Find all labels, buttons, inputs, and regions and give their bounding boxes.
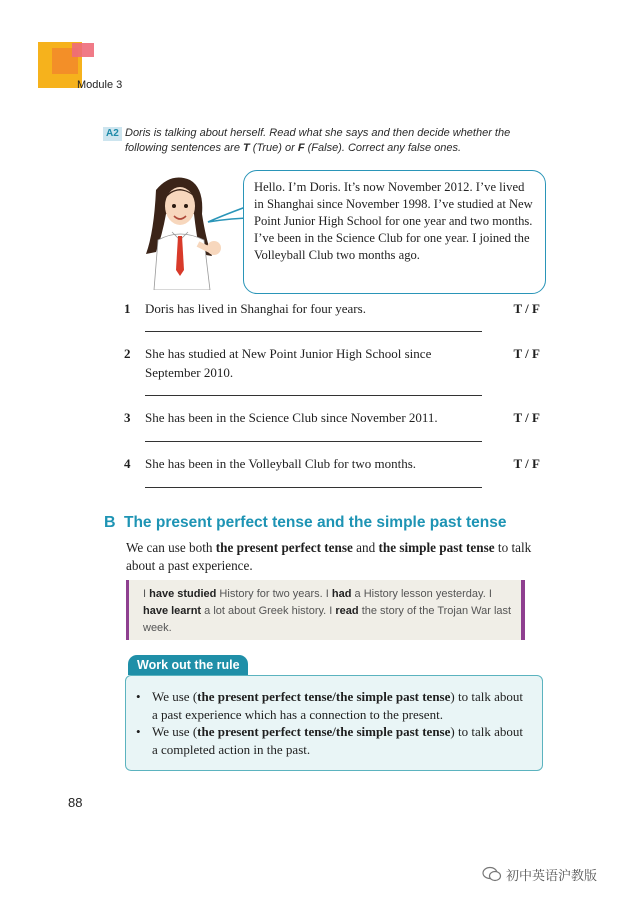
bullet-icon: • — [136, 689, 141, 704]
statement-number: 4 — [124, 456, 131, 471]
statement-number: 3 — [124, 410, 131, 425]
answer-line[interactable] — [145, 441, 482, 442]
true-false-choice[interactable]: T / F — [513, 301, 540, 316]
rule-tag: Work out the rule — [128, 655, 248, 675]
bullet-icon: • — [136, 724, 141, 739]
rule-item-1: • We use (the present perfect tense/the simple past tense) to talk about a past experience which has a connection to the present. — [136, 689, 523, 722]
module-label: Module 3 — [77, 79, 123, 91]
exercise-tag: A2 — [103, 127, 122, 141]
module-badge-square-3 — [72, 43, 94, 57]
statement-text: She has been in the Volleyball Club for two months. — [145, 456, 417, 471]
wechat-icon — [482, 866, 502, 882]
statement-2 — [124, 344, 544, 384]
page-number: 88 — [68, 795, 83, 810]
statement-4 — [124, 454, 544, 474]
statement-number: 1 — [124, 301, 131, 316]
statement-text: Doris has lived in Shanghai for four years. — [145, 301, 366, 316]
watermark: 初中英语沪教版 — [506, 869, 598, 884]
statement-number: 2 — [124, 346, 131, 361]
section-title: The present perfect tense and the simple past tense — [124, 514, 507, 531]
rule-item-2: • We use (the present perfect tense/the simple past tense) to talk about a completed action in the past. — [136, 724, 523, 757]
true-false-choice[interactable]: T / F — [513, 346, 540, 361]
answer-line[interactable] — [145, 331, 482, 332]
speech-bubble: Hello. I’m Doris. It’s now November 2012. I’ve lived in Shanghai since November 1998. I’ve studied at New Point Junior High School for one year and two months. I’ve been in the Science Club for one year. I joined the Volleyball Club two months ago. — [243, 170, 546, 294]
example-box: I have studied History for two years. I had a History lesson yesterday. I have learnt a lot about Greek history. I read the story of the Trojan War last week. — [126, 580, 525, 640]
section-letter: B — [104, 514, 116, 531]
doris-illustration — [126, 170, 236, 290]
answer-line[interactable] — [145, 395, 482, 396]
true-false-choice[interactable]: T / F — [513, 410, 540, 425]
statement-text: She has studied at New Point Junior High School since September 2010. — [145, 346, 432, 380]
true-false-choice[interactable]: T / F — [513, 456, 540, 471]
statement-3 — [124, 408, 544, 428]
statement-1 — [124, 299, 544, 319]
instruction: Doris is talking about herself. Read what she says and then decide whether the following sentences are T (True) or F (False). Correct any false ones. — [125, 127, 511, 154]
statement-text: She has been in the Science Club since November 2011. — [145, 410, 438, 425]
section-intro: We can use both the present perfect tense and the simple past tense to talk about a past experience. — [126, 540, 532, 573]
answer-line[interactable] — [145, 487, 482, 488]
